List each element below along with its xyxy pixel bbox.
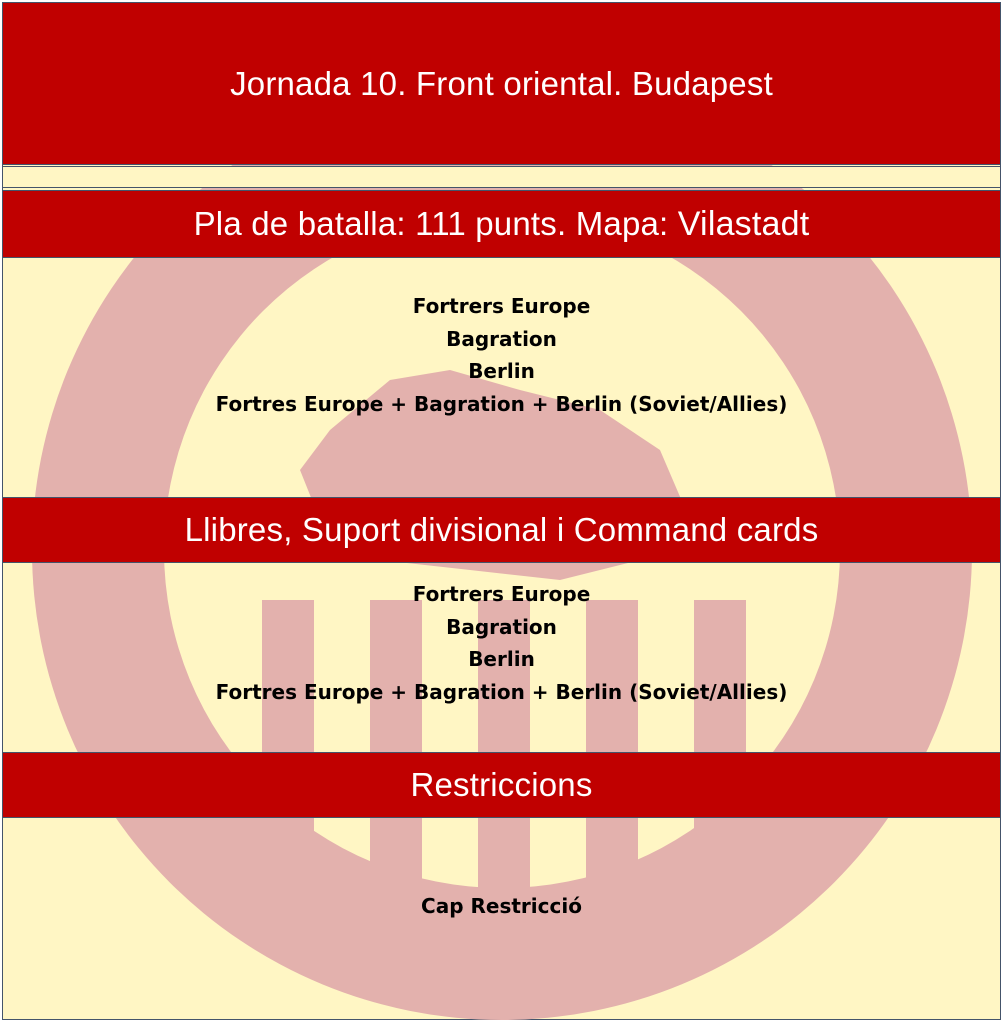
- restrictions-heading: [2, 752, 1001, 818]
- battle-plan-heading-text: Pla de batalla: 111 punts. Mapa:: [193, 205, 678, 242]
- books-heading-text: Llibres, Suport divisional i Command cards: [184, 511, 819, 548]
- list-item: Fortrers Europe: [412, 294, 591, 318]
- battle-plan-heading: [2, 190, 1001, 258]
- list-item: Fortrers Europe: [412, 582, 591, 606]
- map-name: Vilastadt: [677, 204, 810, 243]
- list-item: Fortres Europe + Bagration + Berlin (Soviet/Allies): [215, 679, 788, 704]
- page-title-text: Jornada 10. Front oriental. Budapest: [230, 64, 773, 102]
- restrictions-heading-text: Restriccions: [410, 766, 593, 803]
- battle-plan-list: [2, 290, 1001, 420]
- list-item: Bagration: [446, 326, 557, 351]
- books-list: [2, 578, 1001, 708]
- restrictions-list: [2, 890, 1001, 923]
- list-item: Bagration: [446, 614, 557, 639]
- list-item: Berlin: [468, 359, 535, 383]
- list-item: Fortres Europe + Bagration + Berlin (Soviet/Allies): [215, 391, 788, 416]
- page-title: [2, 2, 1001, 165]
- spacer-strip: [2, 166, 1001, 188]
- list-item: Berlin: [468, 647, 535, 671]
- list-item: Cap Restricció: [421, 894, 582, 918]
- books-heading: [2, 497, 1001, 563]
